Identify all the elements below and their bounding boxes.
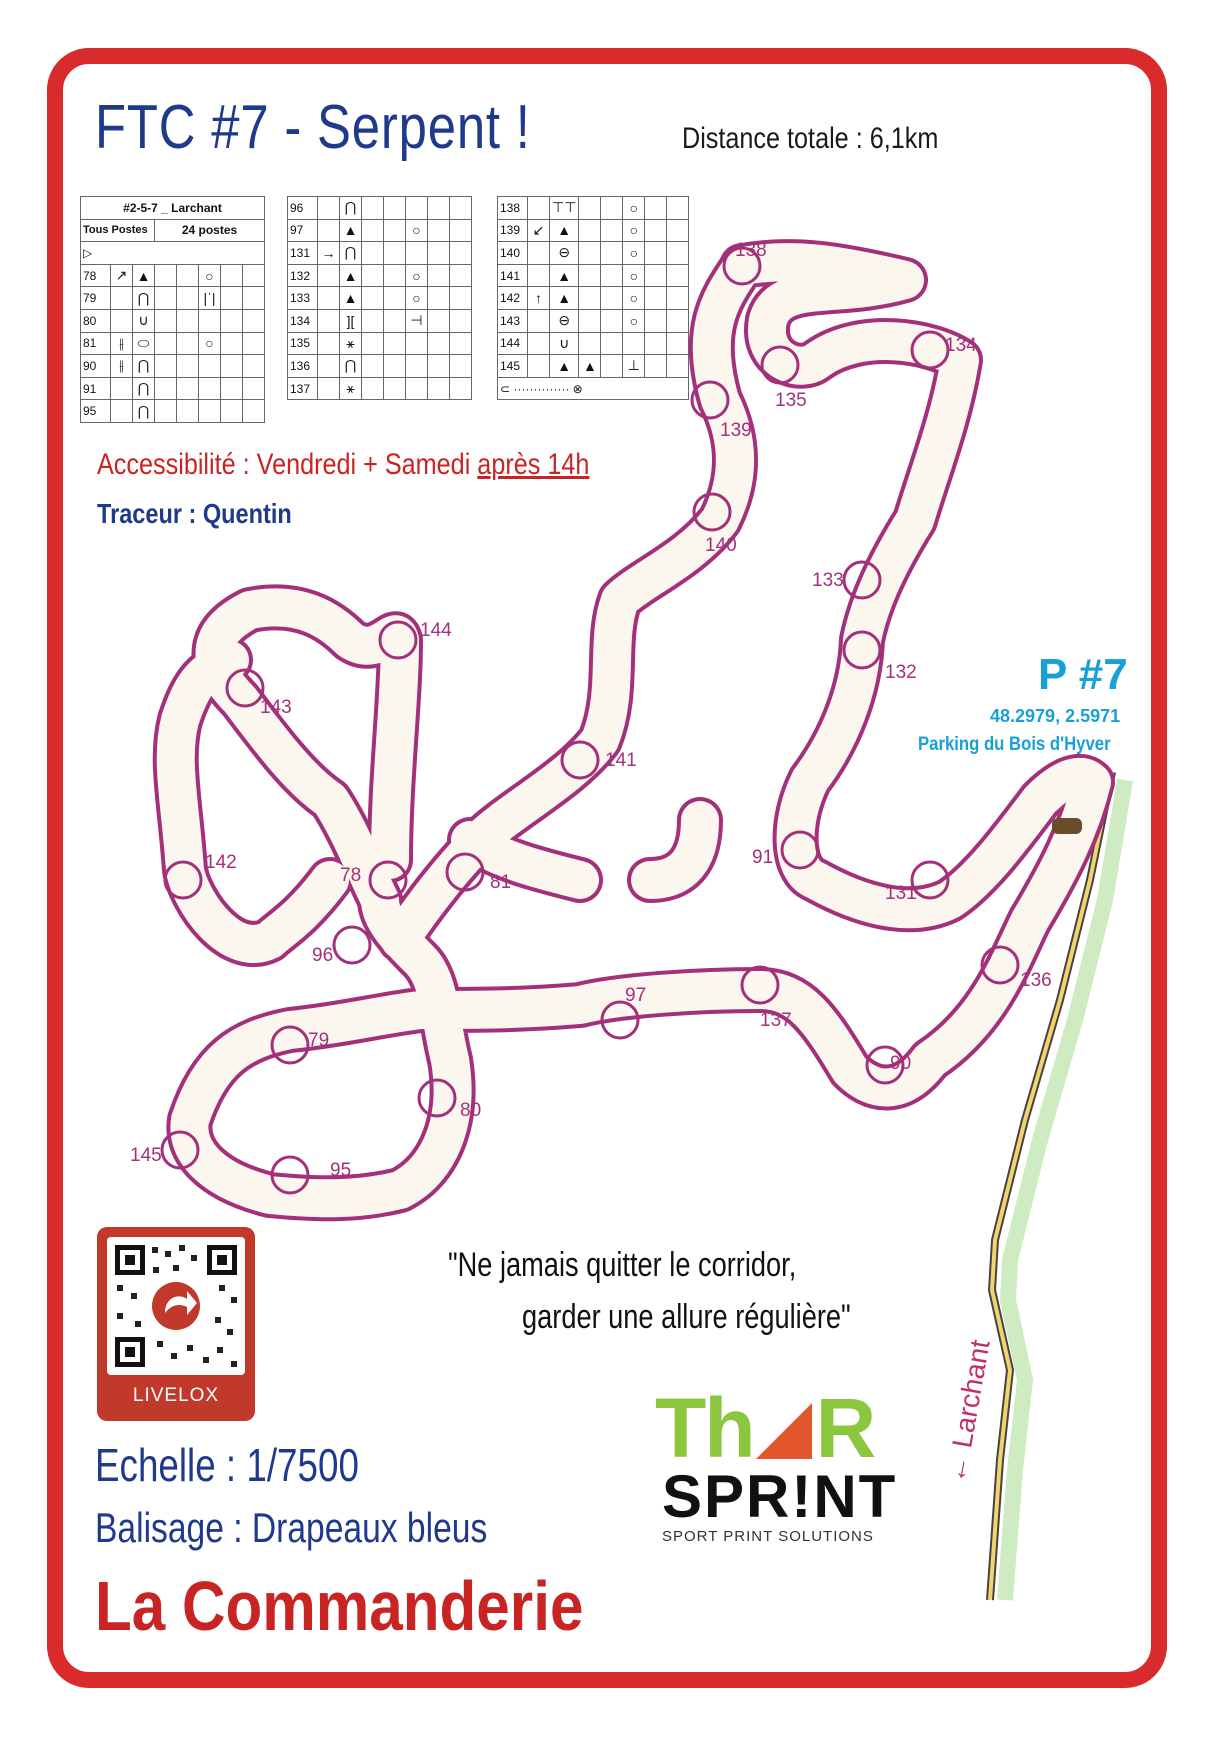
control-code: 131 <box>288 242 318 265</box>
control-code: 81 <box>81 332 111 355</box>
description-symbol: ↑ <box>528 287 550 310</box>
control-code: 138 <box>498 197 528 220</box>
description-symbol: ○ <box>406 287 428 310</box>
description-symbol: ⋂ <box>340 242 362 265</box>
control-label: 132 <box>885 662 917 683</box>
description-symbol: ○ <box>623 242 645 265</box>
description-symbol: ▲ <box>340 264 362 287</box>
description-symbol: ⫲ <box>111 355 133 378</box>
class-name: Tous Postes <box>81 219 155 242</box>
description-symbol: ∪ <box>550 332 579 355</box>
thor-text-1: Th <box>655 1381 754 1475</box>
start-triangle-icon: ▷ <box>81 242 265 265</box>
control-code: 144 <box>498 332 528 355</box>
description-symbol: → <box>318 242 340 265</box>
control-label: 96 <box>312 945 334 966</box>
description-symbol: ⋂ <box>133 377 155 400</box>
description-symbol: ⋂ <box>340 355 362 378</box>
control-label: 95 <box>330 1160 352 1181</box>
control-label: 78 <box>340 865 362 886</box>
parking-marker <box>1052 818 1082 834</box>
parking-coords: 48.2979, 2.5971 <box>990 706 1121 726</box>
description-symbol: ○ <box>623 309 645 332</box>
description-symbol: ○ <box>623 264 645 287</box>
control-code: 79 <box>81 287 111 310</box>
control-code: 143 <box>498 309 528 332</box>
control-code: 97 <box>288 219 318 242</box>
description-symbol: ▲ <box>340 287 362 310</box>
parking-name: Parking du Bois d'Hyver <box>918 734 1111 755</box>
description-symbol: ↙ <box>528 219 550 242</box>
description-symbol: ○ <box>199 264 221 287</box>
description-symbol: ○ <box>623 197 645 220</box>
description-symbol: ⋂ <box>133 287 155 310</box>
description-symbol: ▲ <box>340 219 362 242</box>
qr-label: LIVELOX <box>132 1385 220 1406</box>
control-label: 97 <box>625 985 647 1006</box>
control-code: 140 <box>498 242 528 265</box>
sprint-logo: SPR!NT <box>662 1463 898 1530</box>
description-symbol: ⊖ <box>550 309 579 332</box>
control-code: 141 <box>498 264 528 287</box>
description-symbol: ∪ <box>133 309 155 332</box>
parking-title: P #7 <box>1038 650 1128 699</box>
description-symbol: ⋂ <box>133 355 155 378</box>
control-code: 91 <box>81 377 111 400</box>
description-symbol: |ˈ| <box>199 287 221 310</box>
control-label: 80 <box>460 1100 482 1121</box>
description-symbol: ▲ <box>550 355 579 378</box>
description-symbol: ○ <box>406 264 428 287</box>
control-label: 135 <box>775 390 807 411</box>
accessibility-text: Accessibilité : Vendredi + Samedi <box>97 448 478 481</box>
total-distance: Distance totale : 6,1km <box>682 122 939 155</box>
control-code: 78 <box>81 264 111 287</box>
control-label: 140 <box>705 535 737 556</box>
control-label: 81 <box>490 872 512 893</box>
description-symbol: ▲ <box>133 264 155 287</box>
control-label: 79 <box>308 1030 330 1051</box>
thor-triangle-icon <box>754 1399 816 1461</box>
description-symbol: ▲ <box>550 264 579 287</box>
control-code: 145 <box>498 355 528 378</box>
sprint-tagline: SPORT PRINT SOLUTIONS <box>662 1528 874 1545</box>
description-symbol: ○ <box>623 219 645 242</box>
description-symbol: ⊖ <box>550 242 579 265</box>
control-label: 90 <box>890 1053 912 1074</box>
description-symbol: ⚹ <box>340 377 362 400</box>
description-symbol: ▲ <box>579 355 601 378</box>
control-label: 143 <box>260 697 292 718</box>
control-label: 138 <box>735 240 767 261</box>
control-code: 136 <box>288 355 318 378</box>
control-code: 139 <box>498 219 528 242</box>
description-symbol: ⋂ <box>133 400 155 423</box>
quote-line-2: garder une allure régulière" <box>522 1298 851 1336</box>
description-symbol: ⊤⊤ <box>550 197 579 220</box>
description-symbol: ⋂ <box>340 197 362 220</box>
place-name: La Commanderie <box>95 1567 584 1645</box>
control-code: 142 <box>498 287 528 310</box>
description-symbol: ▲ <box>550 287 579 310</box>
control-label: 142 <box>205 852 237 873</box>
description-symbol: ↗ <box>111 264 133 287</box>
description-symbol: ][ <box>340 309 362 332</box>
marking-info: Balisage : Drapeaux bleus <box>95 1504 488 1551</box>
control-code: 137 <box>288 377 318 400</box>
description-symbol: ⚹ <box>340 332 362 355</box>
description-symbol: ▲ <box>550 219 579 242</box>
control-label: 139 <box>720 420 752 441</box>
setter-name: Traceur : Quentin <box>97 498 292 529</box>
control-label: 134 <box>945 335 977 356</box>
control-code: 134 <box>288 309 318 332</box>
description-symbol: ○ <box>199 332 221 355</box>
corridor <box>176 262 1092 1198</box>
control-code: 80 <box>81 309 111 332</box>
description-symbol: ⊣ <box>406 309 428 332</box>
control-circle <box>334 927 370 963</box>
description-symbol: ⫲ <box>111 332 133 355</box>
corridor-fill <box>176 262 1092 1198</box>
control-label: 91 <box>752 847 774 868</box>
livelox-qr[interactable] <box>97 1227 255 1421</box>
control-code: 90 <box>81 355 111 378</box>
qr-code <box>107 1237 245 1375</box>
description-symbol: ⊥ <box>623 355 645 378</box>
control-label: 145 <box>130 1145 162 1166</box>
control-label: 133 <box>812 570 844 591</box>
description-symbol: ⬭ <box>133 332 155 355</box>
control-label: 131 <box>885 883 917 904</box>
finish-icon: ⊂ ·············· ⊗ <box>498 377 689 400</box>
thor-text-2: R <box>815 1381 875 1475</box>
controls-count: 24 postes <box>155 219 265 242</box>
accessibility-time: après 14h <box>477 448 590 481</box>
control-label: 141 <box>605 750 637 771</box>
description-symbol: ○ <box>406 219 428 242</box>
event-name: #2-5-7 _ Larchant <box>81 197 265 220</box>
control-label: 137 <box>760 1010 792 1031</box>
map-scale: Echelle : 1/7500 <box>95 1439 359 1491</box>
control-code: 133 <box>288 287 318 310</box>
quote-line-1: "Ne jamais quitter le corridor, <box>448 1246 797 1284</box>
page-title: FTC #7 - Serpent ! <box>95 93 531 162</box>
description-symbol: ○ <box>623 287 645 310</box>
control-code: 95 <box>81 400 111 423</box>
control-code: 132 <box>288 264 318 287</box>
qr-pattern <box>107 1237 245 1375</box>
control-code: 96 <box>288 197 318 220</box>
control-label: 136 <box>1020 970 1052 991</box>
control-label: 144 <box>420 620 452 641</box>
control-code: 135 <box>288 332 318 355</box>
road-label-larchant: ← Larchant <box>940 1337 996 1486</box>
